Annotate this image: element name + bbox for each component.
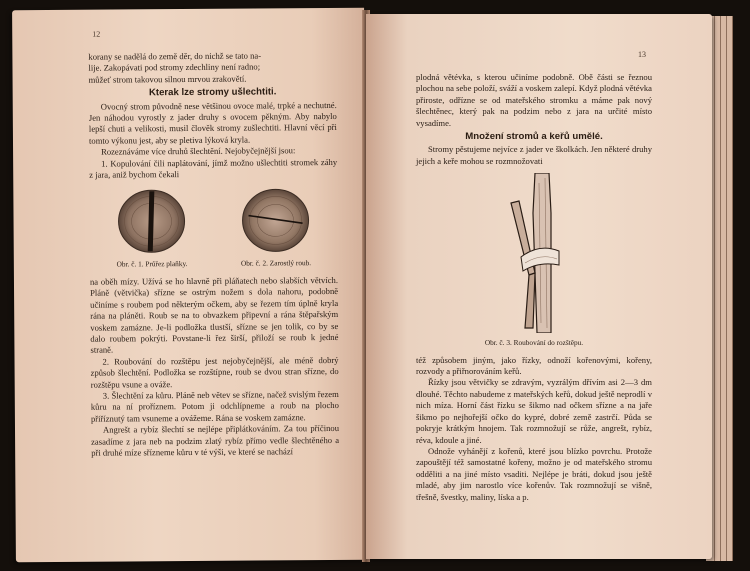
figure-3	[416, 173, 652, 348]
figure-row	[89, 187, 338, 270]
paragraph: Řízky jsou větvičky se zdravým, vyzrálým dřívím asi 2—3 dm dlouhé. Těchto nabudeme z mateřských keřů, dokud ještě neprodlí v nich míza. Horní část řízku se šikmo nad očkem sřízne a na jaře šikmo po nejhořejší očko do kypré, dobré země zastrčí. Půda se pokryje krátkým hnojem. Tak rozmnožují se růže, angrešt, rybíz, réva, kdoule a jiné.	[416, 377, 652, 445]
paragraph: na oběh mízy. Užívá se ho hlavně při pláňatech nebo slabších větvích. Pláně (větvička) sřízne se ostrým nožem s dola nahoru, podobně učiníme s roubem pod některým očkem, aby se řezem tím úplně kryla rána na pláněti. Roub se na to obvazkem připevní a rána štěpařským voskem zamázne. Je-li podložka tlustší, sřízne se jen tolik, co by se dalo roubem pokrýti. Povstane-li řez širší, přiloží se roub k jedné straně.	[89, 274, 339, 356]
page-number: 13	[638, 50, 646, 59]
figure-caption: Obr. č. 2. Zarostlý roub.	[240, 258, 312, 269]
section-heading: Kterak lze stromy ušlechtiti.	[148, 86, 277, 99]
text-line: korany se nadělá do země děr, do nichž se tato na-	[88, 50, 262, 62]
right-page-text	[416, 72, 652, 503]
section-heading: Množení stromů a keřů umělé.	[465, 131, 603, 143]
figure-caption: Obr. č. 1. Průřez plaňky.	[116, 259, 188, 269]
paragraph: 2. Roubování do rozštěpu jest nejobyčejnější, ale méně dobrý způsob šlechtění. Podložka se rozštípne, roub se dvou stran sřízne, do rozštěpu vsune a ováže.	[90, 354, 339, 390]
left-page	[12, 8, 368, 562]
right-page	[366, 14, 712, 559]
paragraph: Rozeznáváme více druhů šlechtění. Nejobyčejnější jsou:	[101, 145, 296, 157]
text-line: můžeť strom takovou silnou mrvou zrakovětí.	[88, 73, 247, 85]
paragraph: Angrešt a rybíz šlechtí se nejlépe připlátkováním. Za tou příčinou zasadíme z jara neb na podzim zlatý rybíz přímo vedle šlechtěného a při druhé míze sřízneme kůru v té výši, ve které se nachází	[91, 423, 340, 458]
cross-section-illustration	[116, 188, 186, 254]
figure-1	[116, 188, 187, 270]
paragraph: Stromy pěstujeme nejvíce z jader ve školkách. Jen některé druhy jejich a keře mohou se rozmnožovati	[416, 144, 652, 166]
figure-2	[240, 188, 311, 270]
paragraph: 1. Kopulování čili naplátování, jímž možno ušlechtiti stromek záhy z jara, aniž bychom čekali	[89, 156, 338, 180]
paragraph: Ovocný strom původně nese většinou ovoce malé, trpké a nechutné. Jen náhodou vyrostly z jader druhy s ovocem pěkným. Aby nabylo lepší chuti a velikosti, musil člověk stromy zušlechtiti. Hlavní věcí při tomto výkonu jest, aby se pletiva lýková kryla.	[88, 99, 337, 146]
paragraph: též způsobem jiným, jako řízky, odnoží kořenovými, kořeny, rozvody a přiřnorováním keřů.	[416, 354, 652, 377]
paragraph: plodná větévka, s kterou učiníme podobně. Obě části se řeznou plochou na sebe položí, sváží a voskem zalepí. Když plodná větévka přiroste, odřízne se od mateřského stromku a máme pak nový šlechtěnec, který pak na podzim nebo z jara na určité místo vysadíme.	[416, 72, 652, 128]
page-number: 12	[92, 29, 101, 39]
grown-graft-illustration	[240, 188, 310, 254]
cleft-graft-illustration	[489, 173, 579, 333]
left-page-text	[88, 50, 339, 459]
paragraph: Odnože vyhánějí z kořenů, které jsou blízko povrchu. Protože zapouštějí též samostatné kořeny, možno je od mateřského stromu odděliti a na jiné místo vsaditi. Nejlépe je bráti, dokud jsou ještě mladé, aby jim narostlo více kořenův. Tak rozmnožují se višně, třešně, švestky, maliny, líska a p.	[416, 445, 652, 502]
paragraph: 3. Šlechtění za kůru. Pláně neb větev se sřízne, načež svislým řezem kůru na ní proříznem. Potom ji odchlípneme a roub na plocho přiříznutý tam vsuneme a ovážeme. Rána se voskem zamázne.	[90, 388, 339, 424]
figure-caption: Obr. č. 3. Roubování do rozštěpu.	[484, 338, 584, 348]
text-line: lije. Zakopávati pod stromy zdechliny není radno;	[88, 61, 261, 74]
